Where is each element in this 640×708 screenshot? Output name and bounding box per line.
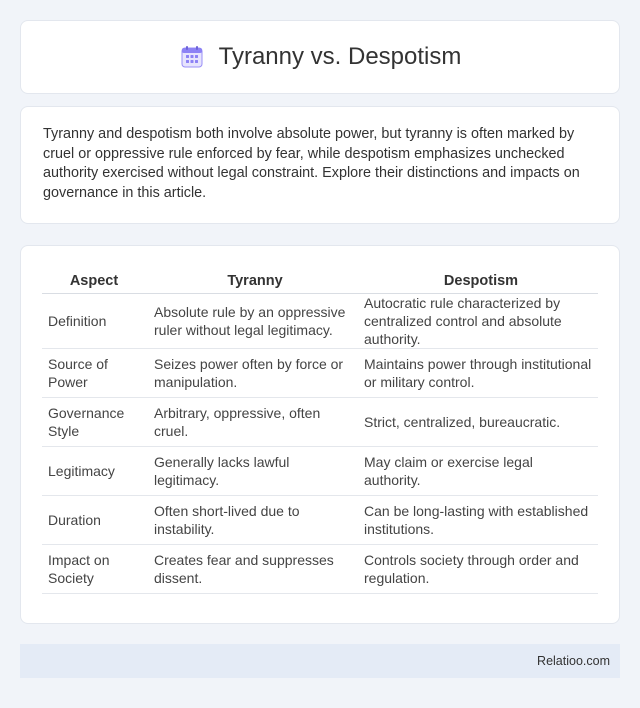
table-row (42, 348, 598, 397)
aspect-cell: Definition (42, 293, 146, 348)
comparison-table (42, 266, 598, 594)
despotism-cell: Controls society through order and regulation. (356, 544, 598, 593)
despotism-cell: May claim or exercise legal authority. (356, 446, 598, 495)
tyranny-cell: Often short-lived due to instability. (146, 495, 356, 544)
column-header-tyranny: Tyranny (146, 266, 356, 293)
calendar-grid-icon (179, 44, 205, 70)
table-row (42, 544, 598, 593)
despotism-cell: Maintains power through institutional or military control. (356, 348, 598, 397)
page-title: Tyranny vs. Despotism (218, 43, 462, 70)
aspect-cell: Legitimacy (42, 446, 146, 495)
column-header-despotism: Despotism (356, 266, 598, 293)
tyranny-cell: Seizes power often by force or manipulation. (146, 348, 356, 397)
tyranny-cell: Arbitrary, oppressive, often cruel. (146, 397, 356, 446)
table-row (42, 446, 598, 495)
aspect-cell: Source of Power (42, 348, 146, 397)
aspect-cell: Impact on Society (42, 544, 146, 593)
table-row (42, 495, 598, 544)
footer (20, 644, 620, 678)
table-row (42, 293, 598, 348)
title-card (20, 20, 620, 94)
tyranny-cell: Absolute rule by an oppressive ruler without legal legitimacy. (146, 293, 356, 348)
tyranny-cell: Generally lacks lawful legitimacy. (146, 446, 356, 495)
despotism-cell: Strict, centralized, bureaucratic. (356, 397, 598, 446)
column-header-aspect: Aspect (42, 266, 146, 293)
table-row (42, 397, 598, 446)
table-header-row (42, 266, 598, 293)
tyranny-cell: Creates fear and suppresses dissent. (146, 544, 356, 593)
aspect-cell: Duration (42, 495, 146, 544)
footer-brand[interactable]: Relatioo.com (537, 654, 610, 668)
comparison-table-card (20, 245, 620, 624)
intro-card (20, 106, 620, 224)
aspect-cell: Governance Style (42, 397, 146, 446)
despotism-cell: Can be long-lasting with established institutions. (356, 495, 598, 544)
despotism-cell: Autocratic rule characterized by centralized control and absolute authority. (356, 293, 598, 348)
intro-text: Tyranny and despotism both involve absolute power, but tyranny is often marked by cruel or oppressive rule enforced by fear, while despotism emphasizes unchecked authority exercised without legal constraint. Explore their distinctions and impacts on governance in this article. (43, 126, 580, 201)
